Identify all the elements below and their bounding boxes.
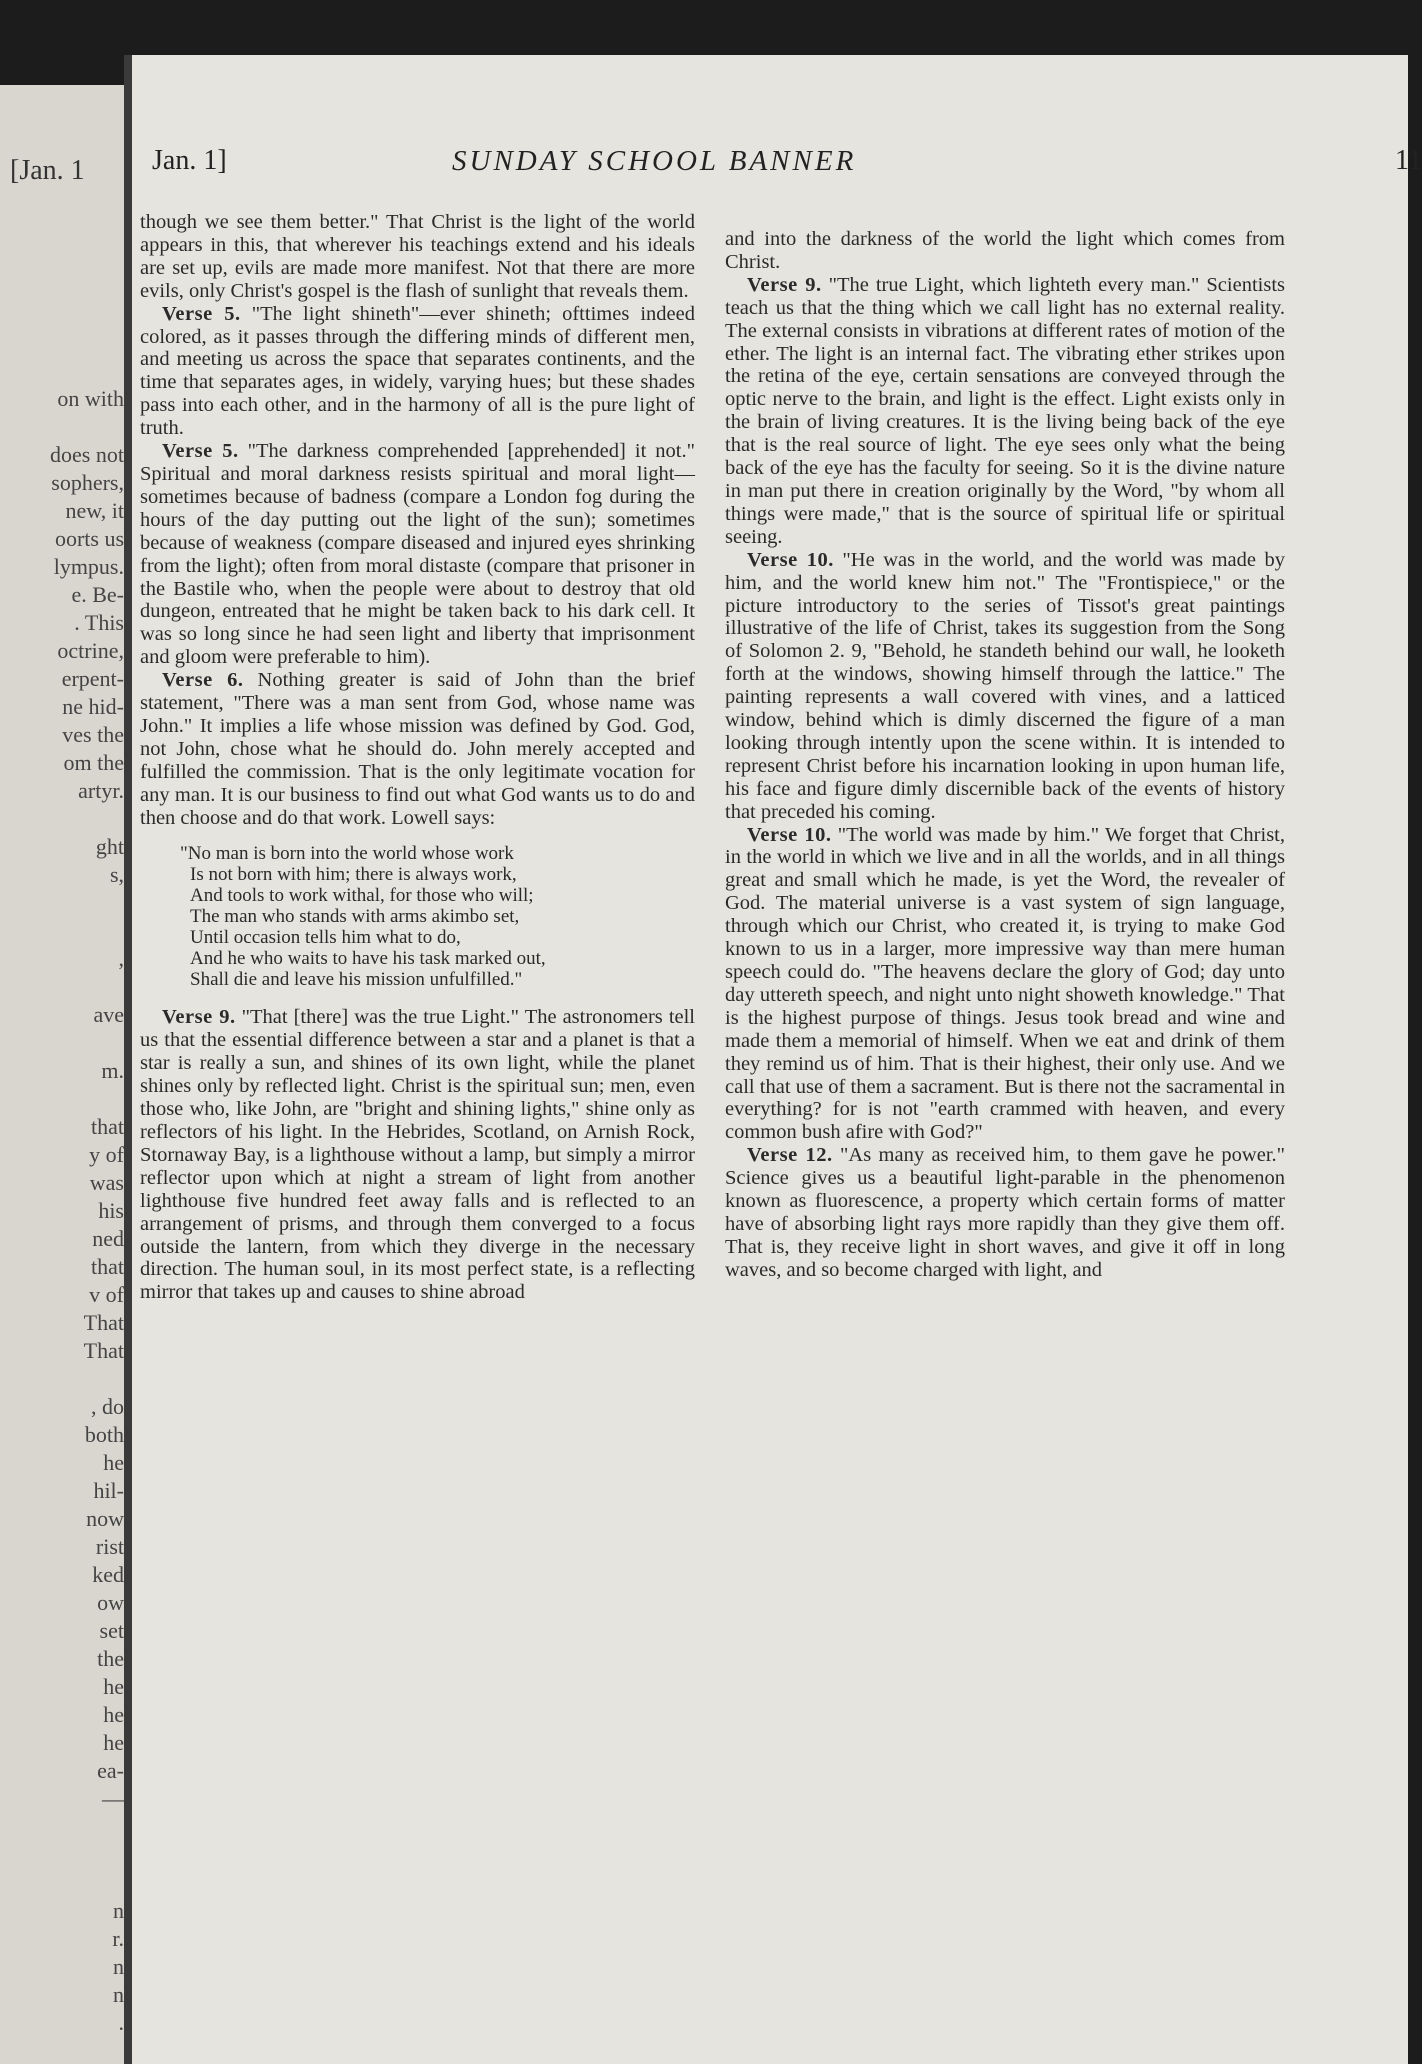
paragraph: though we see them better." That Christ is the light of the world appears in this, that wherever his teachings extend and his ideals are set up, evils are made more manifest. Not that there are more evils, only Christ's gospel is the flash of sunlight that reveals them.	[140, 211, 695, 302]
verse-label: Verse 9.	[162, 1006, 236, 1029]
left-page-fragment-line: . This	[74, 610, 124, 635]
verse-text: "The true Light, which lighteth every man." Scientists teach us that the thing which we call light has no external reality. The external consists in vibrations at different rates of motion of the ether. The light is an internal fact. The vibrating ether strikes upon the retina of the eye, certain sensations are conveyed through the optic nerve to the brain, and light is the effect. Light exists only in the brain of living creatures. It is the living being back of the eye that is the real source of light. The eye sees only what the being back of the eye has the faculty for seeing. So it is the divine nature in man put there in creation originally by the Word, "by whom all things were made," that is the source of spiritual life or spiritual seeing.	[725, 273, 1285, 548]
left-page-fragment-line: that	[91, 1254, 124, 1279]
poem-line: And tools to work withal, for those who will;	[190, 885, 534, 907]
left-page-fragment-line: lympus.	[53, 554, 124, 579]
paragraph-verse-12	[725, 1144, 1285, 1281]
left-page-fragment-line: artyr.	[78, 778, 124, 803]
verse-label: Verse 5.	[162, 440, 239, 463]
left-page-fragments	[0, 385, 130, 2037]
paragraph-verse-5a	[140, 303, 695, 440]
left-page-fragment-line: he	[103, 1730, 124, 1755]
left-page-fragment-line	[0, 917, 124, 945]
left-page-fragment-line: e. Be-	[71, 582, 124, 607]
left-page-fragment-line	[0, 1813, 124, 1841]
left-page-fragment-line: ves the	[62, 722, 124, 747]
left-page-fragment-line: octrine,	[57, 638, 124, 663]
left-page-fragment-line	[0, 889, 124, 917]
left-page-fragment-line: That	[83, 1310, 124, 1335]
left-page-fragment-line: he	[103, 1450, 124, 1475]
left-page-fragment-line: sophers,	[51, 470, 124, 495]
left-page-fragment-line: the	[97, 1646, 124, 1671]
left-page-fragment-line: .	[118, 2010, 124, 2035]
left-page-fragment-line: ow	[97, 1590, 124, 1615]
page-number: 11	[1395, 145, 1422, 176]
verse-text: "That [there] was the true Light." The astronomers tell us that the essential difference between a star and a planet is that a star is really a sun, and shines of its own light, while the planet shines only by reflected light. Christ is the spiritual sun; men, even those who, like John, are "bright and shining lights," shine only as reflectors of his light. In the Hebrides, Scotland, on Arnish Rock, Stornaway Bay, is a lighthouse without a lamp, but simply a mirror reflector upon which at night a stream of light from another lighthouse five hundred feet away falls and is reflected to an arrangement of prisms, and through them converged to a focus outside the lantern, from which they diverge in the necessary direction. The human soul, in its most perfect state, is a reflecting mirror that takes up and causes to shine abroad	[140, 1006, 695, 1304]
left-page-fragment-line: that	[91, 1114, 124, 1139]
left-page-fragment-line: his	[98, 1198, 124, 1223]
left-page-fragment-line: That	[83, 1338, 124, 1363]
left-page-fragment-line: n	[113, 1954, 124, 1979]
running-header	[152, 145, 1422, 185]
left-page-fragment-line	[0, 1841, 124, 1869]
paragraph-verse-5b	[140, 440, 695, 669]
left-page-fragment-line: both	[84, 1422, 124, 1447]
verse-label: Verse 12.	[747, 1144, 833, 1167]
left-page-fragment-line	[0, 413, 124, 441]
poem-line: Shall die and leave his mission unfulfilled."	[190, 969, 523, 991]
left-page-fragment-line: he	[103, 1702, 124, 1727]
left-page-fragment-line: ,	[118, 946, 124, 971]
left-page-fragment-line: ne hid-	[62, 694, 124, 719]
left-page-fragment-line: om the	[63, 750, 124, 775]
left-page-fragment-line: , do	[91, 1394, 124, 1419]
paragraph: and into the darkness of the world the light which comes from Christ.	[725, 228, 1285, 273]
left-page-fragment-line	[0, 1869, 124, 1897]
header-date: Jan. 1]	[152, 145, 227, 176]
left-page-fragment-line: hil-	[93, 1478, 124, 1503]
page	[132, 55, 1422, 2064]
left-page-fragment-line: set	[99, 1618, 124, 1643]
left-page-fragment-line: rist	[95, 1534, 124, 1559]
verse-text: "He was in the world, and the world was made by him, and the world knew him not." The "Frontispiece," or the picture introductory to the series of Tissot's great paintings illustrative of the life of Christ, takes its suggestion from the Song of Solomon 2. 9, "Behold, he standeth behind our wall, he looketh forth at the windows, showing himself through the lattice." The painting represents a wall covered with vines, and a latticed window, behind which is dimly discerned the figure of a man looking through intently upon the scene within. It is intended to represent Christ before his incarnation looking in upon human life, his face and figure dimly discernible back of the events of history that preceded his coming.	[725, 548, 1286, 823]
left-page-fragment-line: n	[113, 1898, 124, 1923]
left-page-fragment-line: ned	[92, 1226, 124, 1251]
left-page-fragment-line: ght	[95, 834, 124, 859]
column-left	[140, 211, 695, 1304]
verse-text: "As many as received him, to them gave he power." Science gives us a beautiful light-parable in the phenomenon known as fluorescence, a property which certain forms of matter have of absorbing light rays more rapidly than they give them off. That is, they receive light in short waves, and give it off in long waves, and so become charged with light, and	[725, 1144, 1286, 1281]
verse-label: Verse 10.	[747, 548, 834, 571]
verse-label: Verse 6.	[162, 669, 244, 692]
left-page-fragment-line: oorts us	[54, 526, 124, 551]
left-page-fragment-line: —	[102, 1786, 124, 1811]
column-right	[725, 228, 1285, 1282]
verse-label: Verse 10.	[747, 823, 832, 846]
poem-quote	[180, 843, 695, 990]
poem-line: And he who waits to have his task marked out,	[190, 948, 546, 970]
left-page-fragment-line: was	[89, 1170, 124, 1195]
left-page-fragment-line: m.	[101, 1058, 124, 1083]
left-page-fragment-line: ea-	[97, 1758, 124, 1783]
left-page-fragment-line: new, it	[65, 498, 124, 523]
left-page-header: [Jan. 1	[10, 155, 85, 186]
left-page-fragment-line: ave	[93, 1002, 124, 1027]
left-page-fragment-line: ked	[92, 1562, 124, 1587]
verse-label: Verse 5.	[162, 302, 241, 325]
paragraph-verse-10b	[725, 824, 1285, 1145]
left-page-fragment-line	[0, 1085, 124, 1113]
left-page-fragment-line: does not	[50, 442, 124, 467]
verse-text: "The light shineth"—ever shineth; ofttimes indeed colored, as it passes through the differing minds of different men, and meeting us across the space that separates continents, and the time that separates ages, in widely, varying hues; but these shades pass into each other, and in the harmony of all is the pure light of truth.	[140, 302, 696, 440]
left-page-fragment-line: he	[103, 1674, 124, 1699]
left-page-edge	[0, 85, 130, 2064]
left-page-fragment-line: n	[113, 1982, 124, 2007]
verse-text: Nothing greater is said of John than the brief statement, "There was a man sent from God, whose name was John." It implies a life whose mission was defined by God. God, not John, chose what he should do. John merely accepted and fulfilled the commission. That is the only legitimate vocation for any man. It is our business to find out what God wants us to do and then choose and do that work. Lowell says:	[140, 669, 695, 829]
left-page-fragment-line: r.	[112, 1926, 124, 1951]
left-page-fragment-line: v of	[89, 1282, 124, 1307]
poem-line: Is not born with him; there is always work,	[190, 864, 517, 886]
left-page-fragment-line: now	[86, 1506, 124, 1531]
left-page-fragment-line	[0, 1029, 124, 1057]
poem-line: The man who stands with arms akimbo set,	[190, 906, 520, 928]
poem-line: "No man is born into the world whose work	[180, 843, 514, 865]
header-title: SUNDAY SCHOOL BANNER	[452, 145, 857, 177]
left-page-fragment-line: y of	[89, 1142, 124, 1167]
verse-label: Verse 9.	[747, 273, 822, 296]
left-page-fragment-line: on with	[57, 386, 124, 411]
left-page-fragment-line: s,	[109, 862, 124, 887]
left-page-fragment-line	[0, 1365, 124, 1393]
left-page-fragment-line	[0, 973, 124, 1001]
verse-text: "The darkness comprehended [apprehended] it not." Spiritual and moral darkness resists spiritual and moral light—sometimes because of badness (compare a London fog during the hours of the day putting out the light of the sun); sometimes because of weakness (compare diseased and injured eyes shrinking from the light); often from moral distaste (compare that prisoner in the Bastile who, when the people were about to destroy that old dungeon, entreated that he might be taken back to his dark cell. It was so long since he had seen light and liberty that imprisonment and gloom were preferable to him).	[140, 440, 695, 669]
paragraph-verse-9	[725, 274, 1285, 549]
left-page-fragment-line: erpent-	[61, 666, 124, 691]
left-page-fragment-line	[0, 805, 124, 833]
paragraph-verse-6	[140, 669, 695, 829]
verse-text: "The world was made by him." We forget that Christ, in the world in which we live and in all the worlds, and in all things great and small which he made, is yet the Word, the revealer of God. The material universe is a vast system of sign language, through which our Christ, who created it, is trying to make God known to us in a larger, more impressive way than mere human speech could do. "The heavens declare the glory of God; day unto day uttereth speech, and night unto night showeth knowledge." That is the highest purpose of things. Jesus took bread and wine and made them a memorial of himself. When we eat and drink of them they remind us of him. That is their highest, their only use. And we call that use of them a sacrament. But is there not the sacramental in everything? for is not "earth crammed with heaven, and every common bush afire with God?"	[725, 823, 1285, 1144]
paragraph-verse-9	[140, 1006, 695, 1304]
paragraph-verse-10a	[725, 549, 1285, 824]
poem-line: Until occasion tells him what to do,	[190, 927, 461, 949]
